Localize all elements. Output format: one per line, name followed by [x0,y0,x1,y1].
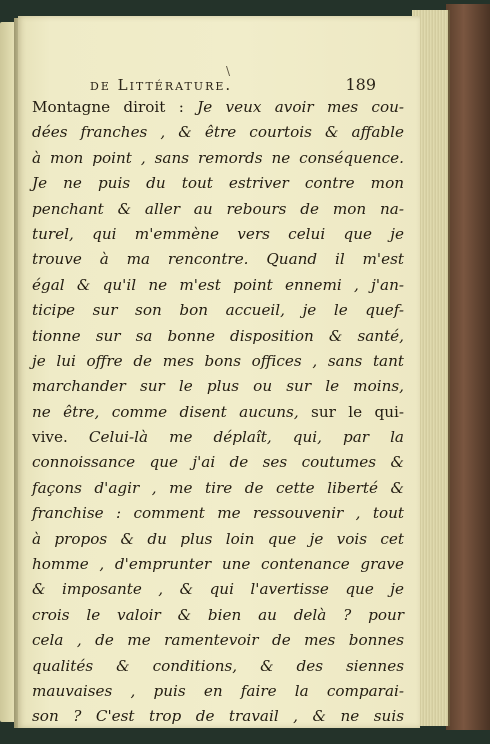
text-segment: dées franches , & être courtois & affable [32,123,404,142]
text-segment: Montagne diroit : [32,98,198,116]
book-page [18,16,420,728]
text-line [32,603,404,628]
text-segment: vive. [32,428,89,447]
text-line [32,197,404,222]
text-segment: turel, qui m'emmène vers celui que je [32,224,404,243]
text-line [32,450,404,475]
text-segment: à propos & du plus loin que je vois cet [32,529,404,548]
text-line [32,501,404,526]
text-line [32,527,404,552]
text-segment: ticipe sur son bon accueil, je le quef- [32,301,404,320]
text-segment: Je veux avoir mes cou- [197,98,404,116]
text-segment: penchant & aller au rebours de mon na- [32,199,404,218]
text-line [32,247,404,272]
text-line [32,95,404,120]
body-text [32,95,404,730]
text-segment: ne être, comme disent aucuns, [32,402,312,421]
page-number: 189 [345,75,376,94]
text-line [32,324,404,349]
text-line [32,400,404,425]
text-segment: sur le qui- [311,402,404,421]
text-segment: & imposante , & qui l'avertisse que je [32,580,404,599]
text-line [32,298,404,323]
text-segment: son ? C'est trop de travail , & ne suis [32,707,404,726]
text-segment: franchise : comment me ressouvenir , tout [32,504,404,523]
text-line [32,349,404,374]
text-line [32,120,404,145]
text-segment: marchander sur le plus ou sur le moins, [32,377,404,396]
text-segment: mauvaises , puis en faire la comparai- [32,681,404,700]
text-segment: qualités & conditions, & des siennes [32,656,404,675]
text-segment: je lui offre de mes bons offices , sans tant [32,351,404,370]
text-segment: connoissance que j'ai de ses coutumes & [32,453,404,472]
text-line [32,654,404,679]
text-line [32,425,404,450]
text-segment: Je ne puis du tout estriver contre mon [32,174,404,193]
text-segment: égal & qu'il ne m'est point ennemi , j'an- [32,275,404,294]
ink-mark: \ [226,64,231,78]
text-segment: crois le valoir & bien au delà ? pour [32,605,404,624]
text-segment: trouve à ma rencontre. Quand il m'est [32,250,404,269]
text-line [32,374,404,399]
text-line [32,222,404,247]
text-line [32,552,404,577]
text-segment: à mon point , sans remords ne conséquence. [32,148,404,167]
text-line [32,704,404,729]
text-line [32,146,404,171]
running-title: de Littérature. [90,76,233,94]
text-line [32,273,404,298]
text-line [32,577,404,602]
text-segment: tionne sur sa bonne disposition & santé, [32,326,404,345]
text-line [32,628,404,653]
text-line [32,171,404,196]
text-segment: façons d'agir , me tire de cette liberté & [32,478,404,497]
text-segment: cela , de me ramentevoir de mes bonnes [32,631,404,650]
text-line [32,679,404,704]
text-segment: homme , d'emprunter une contenance grave [32,555,404,574]
text-line [32,476,404,501]
text-segment: Celui-là me déplaît, qui, par la [88,428,404,447]
book-cover-edge [446,4,490,730]
